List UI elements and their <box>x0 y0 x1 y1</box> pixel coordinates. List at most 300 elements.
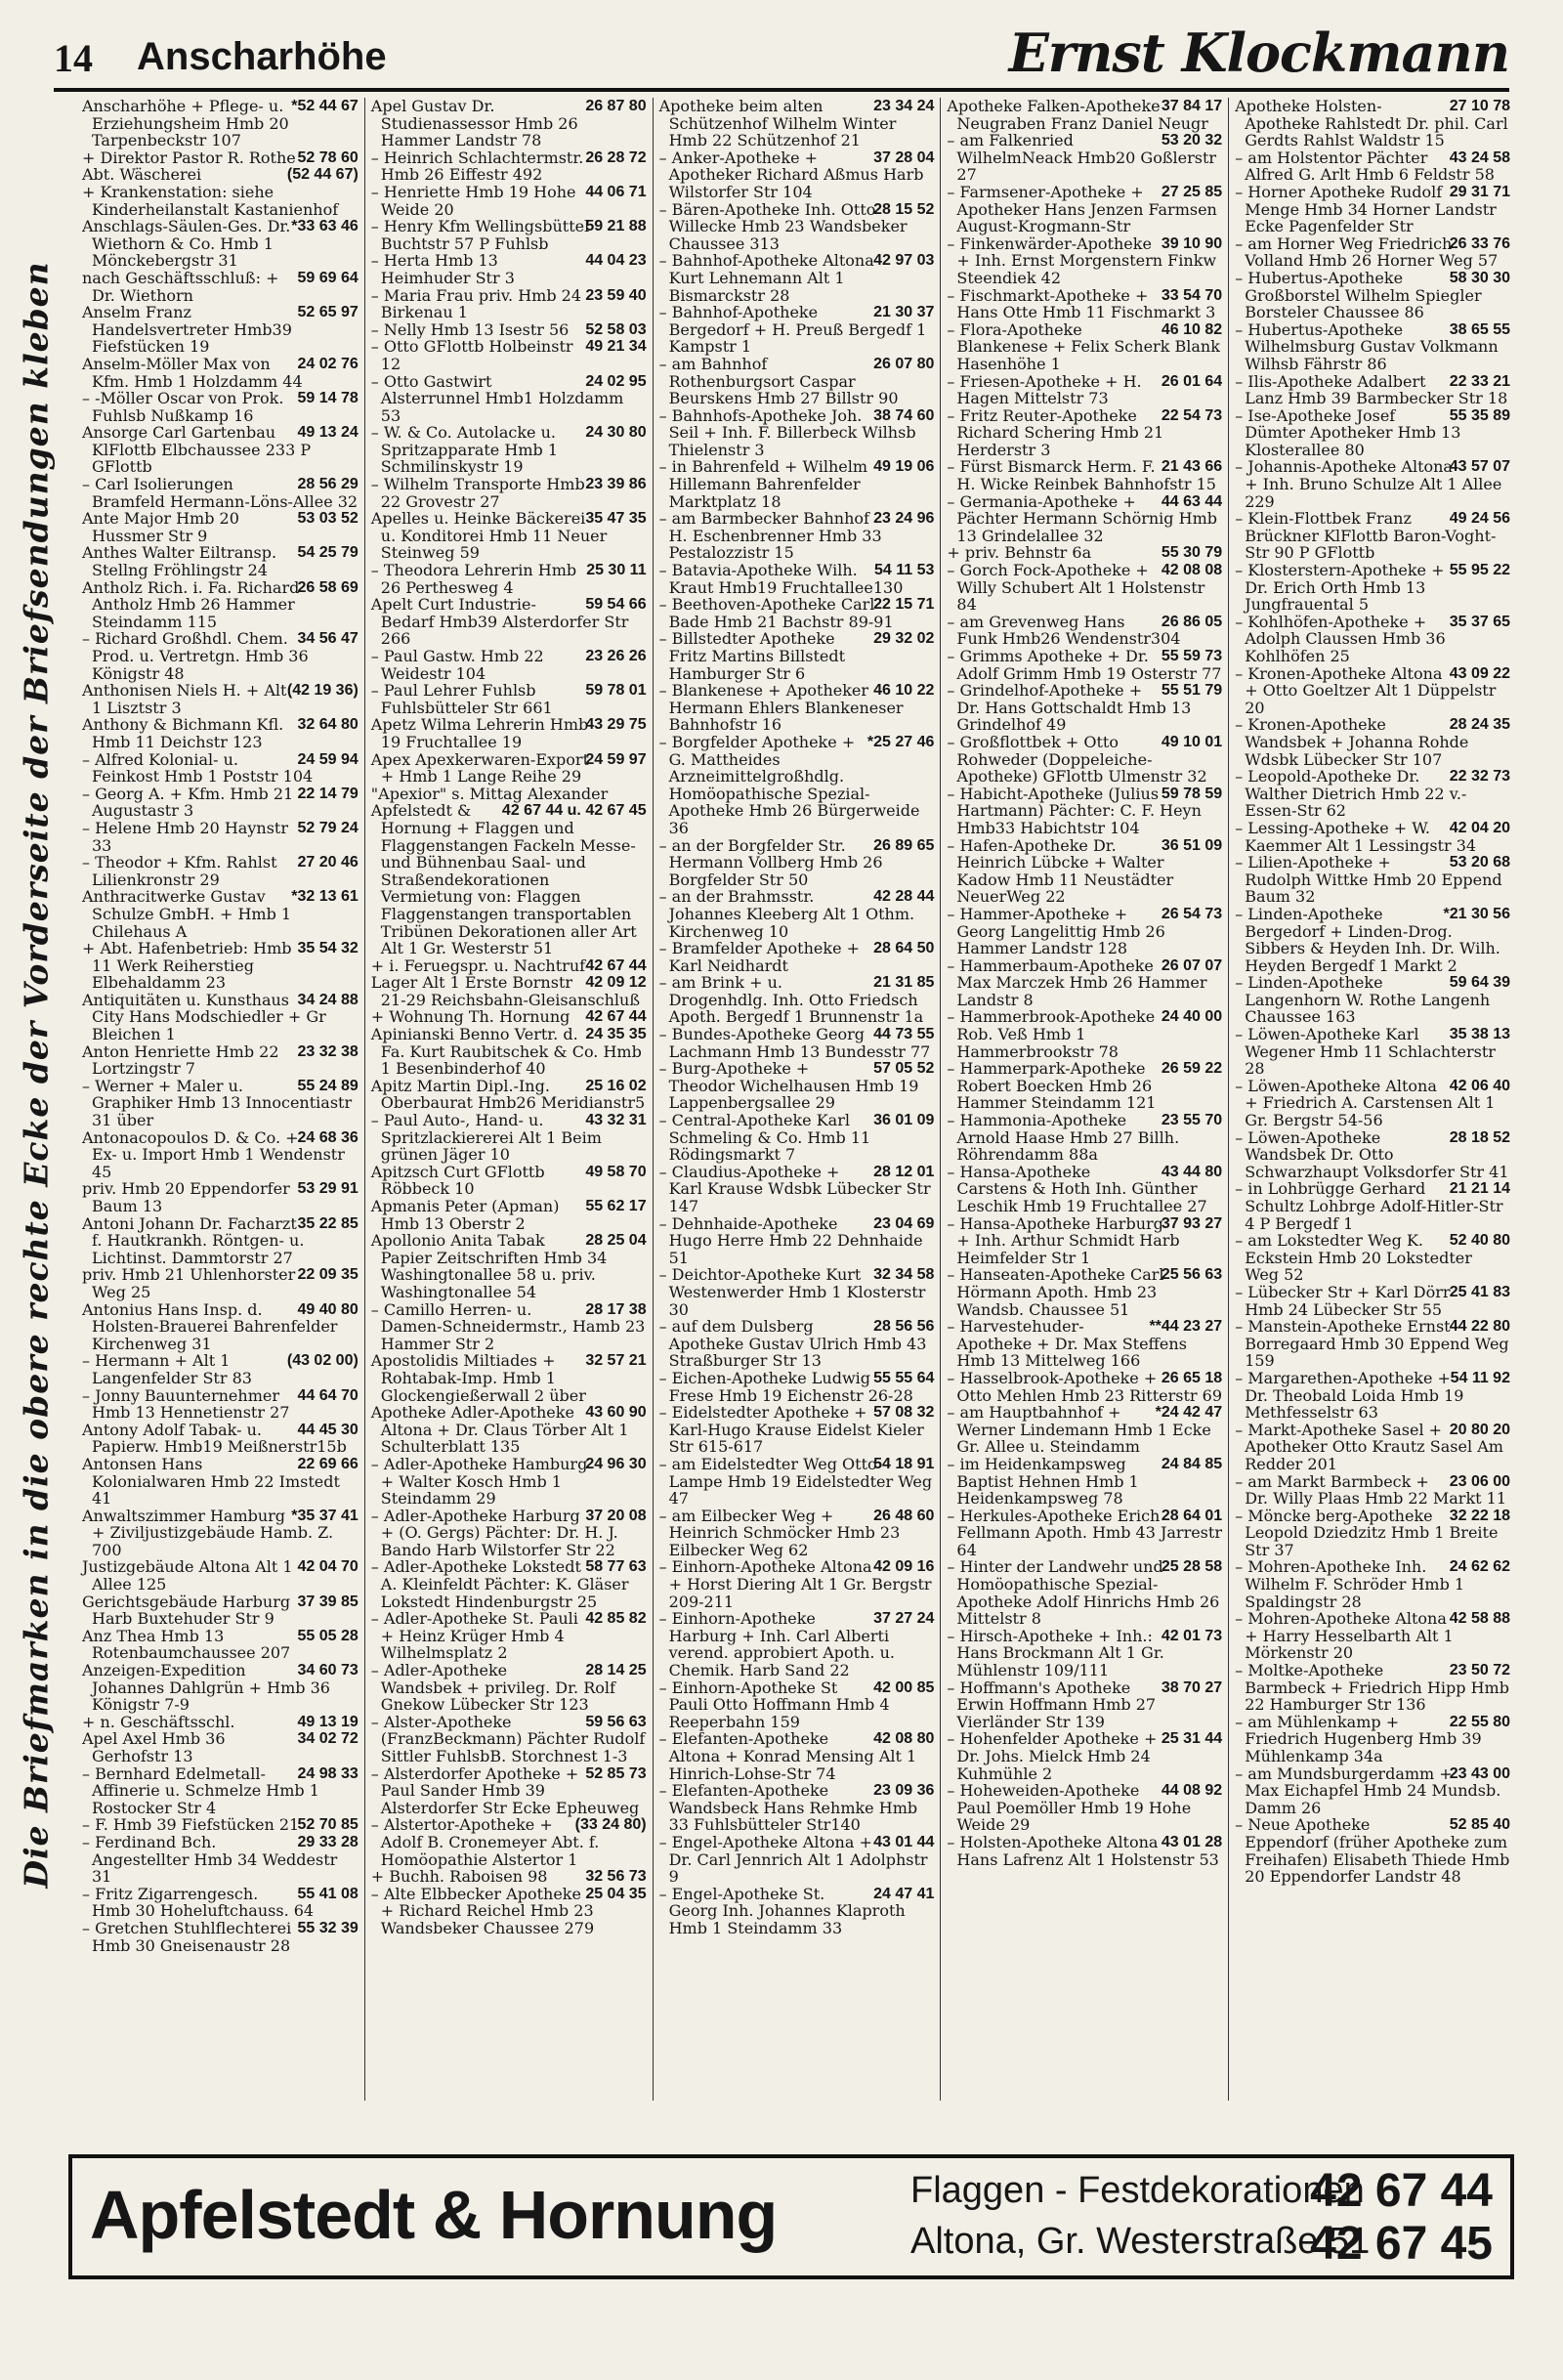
directory-entry <box>947 957 1222 1009</box>
directory-entry <box>82 1765 359 1817</box>
entry-text: – Hoffmann's Apotheke Erwin Hoffmann Hmb 27 Vierländer Str 139 <box>947 1678 1157 1731</box>
directory-entry <box>947 648 1222 682</box>
entry-text: – im Heidenkampsweg Baptist Hehnen Hmb 1 Heidenkampsweg 78 <box>947 1454 1139 1509</box>
directory-entry <box>1235 407 1510 459</box>
entry-text: – Hansa-Apotheke Carstens & Hoth Inh. Günther Leschik Hmb 19 Fruchtallee 27 <box>947 1162 1207 1215</box>
entry-phone: 22 14 79 <box>297 785 359 802</box>
entry-phone: 26 54 73 <box>1161 905 1223 922</box>
entry-text: – Hohenfelder Apotheke + Dr. Johs. Mielck Hmb 24 Kuhmühle 2 <box>947 1729 1158 1783</box>
directory-entry <box>947 682 1222 734</box>
directory-entry <box>947 287 1222 321</box>
entry-phone: 22 55 80 <box>1449 1713 1510 1730</box>
directory-entry <box>947 1834 1222 1868</box>
advertisement-banner <box>68 2154 1514 2279</box>
directory-entry <box>947 1508 1222 1559</box>
directory-entry <box>1235 1180 1510 1232</box>
entry-text: Apelt Curt Industrie-Bedarf Hmb39 Alsterdorfer Str 266 <box>370 595 629 649</box>
entry-phone: 43 24 58 <box>1449 149 1510 166</box>
directory-entry <box>1235 614 1510 665</box>
entry-phone: 24 02 76 <box>297 355 359 372</box>
directory-entry <box>82 1043 359 1078</box>
entry-text: – F. Hmb 39 Fiefstücken 21 <box>82 1815 300 1835</box>
directory-entry <box>82 1078 359 1129</box>
entry-text: – Blankenese + Apotheker Hermann Ehlers Blankeneser Bahnhofstr 16 <box>658 681 904 735</box>
entry-text: – am Falkenried WilhelmNeack Hmb20 Goßlerstr 27 <box>947 131 1217 185</box>
directory-entry <box>659 304 935 356</box>
entry-phone: 58 30 30 <box>1449 269 1510 286</box>
entry-text: – in Bahrenfeld + Wilhelm Hillemann Bahrenfelder Marktplatz 18 <box>658 457 867 511</box>
directory-entry <box>82 149 359 167</box>
entry-phone: 35 37 65 <box>1449 613 1510 630</box>
entry-phone: 52 78 60 <box>297 149 359 166</box>
directory-entry <box>82 544 359 578</box>
directory-entry <box>659 1266 935 1318</box>
entry-text: + i. Feruegspr. u. Nachtruf <box>370 956 586 975</box>
directory-entry <box>371 1352 647 1404</box>
entry-phone: 57 05 52 <box>873 1060 935 1078</box>
directory-entry <box>371 1765 647 1817</box>
entry-phone: 55 35 89 <box>1449 406 1510 424</box>
entry-phone: 35 22 85 <box>297 1214 359 1232</box>
entry-phone: 42 06 40 <box>1449 1077 1510 1094</box>
directory-entry <box>947 407 1222 459</box>
entry-phone: 49 21 34 <box>585 338 647 356</box>
entry-text: – Ilis-Apotheke Adalbert Lanz Hmb 39 Barmbecker Str 18 <box>1235 371 1508 408</box>
entry-text: – Jonny Bauunternehmer Hmb 13 Hennetienstr 27 <box>82 1385 290 1423</box>
directory-entry <box>371 149 647 184</box>
entry-phone: 59 54 66 <box>585 596 647 614</box>
entry-text: – am Brink + u. Drogenhdlg. Inh. Otto Friedsch Apoth. Bergedf 1 Brunnenstr 1a <box>658 973 924 1027</box>
entry-text: Anton Henriette Hmb 22 Lortzingstr 7 <box>82 1041 279 1079</box>
directory-entry <box>82 786 359 820</box>
side-note <box>0 78 73 2071</box>
entry-text: – an der Brahmsstr. Johannes Kleeberg Alt 1 Othm. Kirchenweg 10 <box>658 887 915 941</box>
entry-phone: 58 77 63 <box>585 1558 647 1576</box>
directory-entry <box>82 1662 359 1714</box>
directory-entry <box>947 1060 1222 1112</box>
entry-phone: **44 23 27 <box>1149 1318 1223 1336</box>
entry-text: – Fritz Zigarrengesch. Hmb 30 Hoheluftchauss. 64 <box>82 1884 315 1921</box>
entry-text: – Lessing-Apotheke + W. Kaemmer Alt 1 Lessingstr 34 <box>1235 818 1477 855</box>
entry-phone: 54 25 79 <box>297 544 359 562</box>
entry-phone: 44 45 30 <box>297 1421 359 1438</box>
directory-entry <box>659 940 935 974</box>
entry-phone: 38 74 60 <box>873 406 935 424</box>
directory-entry <box>1235 510 1510 562</box>
entry-phone: 49 58 70 <box>585 1163 647 1180</box>
directory-entry <box>82 1215 359 1267</box>
entry-text: – Anker-Apotheke + Apotheker Richard Aßmus Harb Wilstorfer Str 104 <box>658 148 924 201</box>
entry-phone: 55 55 64 <box>873 1369 935 1386</box>
entry-text: Anscharhöhe + Pflege- u. Erziehungsheim Hmb 20 Tarpenbeckstr 107 <box>82 98 289 150</box>
directory-entry <box>82 716 359 750</box>
entry-text: + Krankenstation: siehe Kinderheilanstalt Kastanienhof <box>82 182 339 219</box>
directory-entry <box>371 476 647 510</box>
directory-entry <box>371 1232 647 1300</box>
directory-entry <box>1235 98 1510 149</box>
directory-entry <box>371 184 647 218</box>
directory-entry <box>947 373 1222 407</box>
directory-entry <box>82 992 359 1043</box>
entry-phone: 32 57 21 <box>585 1352 647 1370</box>
entry-phone: 55 95 22 <box>1449 562 1510 579</box>
entry-text: Anselm-Möller Max von Kfm. Hmb 1 Holzdamm 44 <box>82 354 303 391</box>
directory-entry <box>371 1508 647 1559</box>
entry-text: – Bramfelder Apotheke + Karl Neidhardt <box>658 939 861 975</box>
entry-text: – Billstedter Apotheke Fritz Martins Billstedt Hamburger Str 6 <box>658 629 846 683</box>
directory-columns <box>76 98 1516 2101</box>
entry-text: – Lilien-Apotheke + Rudolph Wittke Hmb 20 Eppend Baum 32 <box>1235 853 1502 907</box>
directory-entry <box>1235 768 1510 820</box>
directory-entry <box>82 854 359 888</box>
entry-text: Antiquitäten u. Kunsthaus City Hans Modschiedler + Gr Bleichen 1 <box>82 990 326 1044</box>
entry-phone: 46 10 82 <box>1161 320 1223 338</box>
entry-phone: 52 85 73 <box>585 1764 647 1782</box>
directory-entry <box>82 1456 359 1508</box>
entry-text: – Klosterstern-Apotheke + Dr. Erich Orth Hmb 13 Jungfrauental 5 <box>1235 561 1445 615</box>
entry-text: – Eichen-Apotheke Ludwig Frese Hmb 19 Eichenstr 26-28 <box>658 1368 913 1405</box>
entry-text: Apotheke beim alten Schützenhof Wilhelm Winter Hmb 22 Schützenhof 21 <box>658 98 897 150</box>
directory-entry <box>82 682 359 716</box>
entry-phone: 37 28 04 <box>873 149 935 166</box>
entry-text: – Leopold-Apotheke Dr. Walther Dietrich Hmb 22 v.-Essen-Str 62 <box>1235 767 1467 821</box>
entry-text: Apel Axel Hmb 36 Gerhofstr 13 <box>82 1729 226 1765</box>
entry-text: – am Hauptbahnhof + Werner Lindemann Hmb 1 Ecke Gr. Allee u. Steindamm <box>947 1403 1211 1457</box>
entry-phone: 42 67 44 <box>585 956 647 974</box>
entry-phone: 24 84 85 <box>1161 1455 1223 1472</box>
directory-entry <box>371 321 647 339</box>
entry-text: – Henriette Hmb 19 Hohe Weide 20 <box>370 182 576 219</box>
entry-phone: 24 30 80 <box>585 424 647 442</box>
entry-phone: 38 70 27 <box>1161 1679 1223 1696</box>
entry-text: Lager Alt 1 Erste Bornstr 21-29 Reichsbahn-Gleisanschluß <box>370 973 641 1009</box>
entry-phone: 23 06 00 <box>1449 1472 1510 1490</box>
entry-text: – Möncke berg-Apotheke Leopold Dziedzitz Hmb 1 Breite Str 37 <box>1235 1506 1499 1559</box>
entry-phone: 55 30 79 <box>1161 544 1223 562</box>
entry-phone: 42 08 08 <box>1161 562 1223 579</box>
directory-entry <box>947 1112 1222 1164</box>
entry-text: – Adler-Apotheke Hamburg + Walter Kosch Hmb 1 Steindamm 29 <box>370 1454 588 1509</box>
directory-entry <box>371 562 647 596</box>
entry-text: priv. Hmb 20 Eppendorfer Baum 13 <box>82 1179 290 1215</box>
directory-entry <box>659 888 935 940</box>
entry-text: Apotheke Adler-Apotheke Altona + Dr. Claus Törber Alt 1 Schulterblatt 135 <box>370 1403 629 1457</box>
entry-text: Anschlags-Säulen-Ges. Dr. Wiethorn & Co. Hmb 1 Mönckebergstr 31 <box>82 217 291 271</box>
entry-text: – Manstein-Apotheke Ernst Borregaard Hmb 30 Eppend Weg 159 <box>1235 1317 1509 1371</box>
directory-entry <box>82 476 359 510</box>
entry-text: – am Eidelstedter Weg Otto Lampe Hmb 19 Eidelstedter Weg 47 <box>658 1454 933 1509</box>
entry-phone: 22 54 73 <box>1161 406 1223 424</box>
directory-entry <box>1235 562 1510 614</box>
entry-phone: 52 40 80 <box>1449 1232 1510 1250</box>
entry-text: – Hansa-Apotheke Harburg + Inh. Arthur Schmidt Harb Heimfelder Str 1 <box>947 1213 1180 1267</box>
entry-text: – am Lokstedter Weg K. Eckstein Hmb 20 Lokstedter Weg 52 <box>1235 1231 1472 1285</box>
entry-phone: 24 40 00 <box>1161 1008 1223 1026</box>
entry-phone: 55 32 39 <box>297 1919 359 1936</box>
entry-text: – Burg-Apotheke + Theodor Wichelhausen Hmb 19 Lappenbergsallee 29 <box>658 1059 919 1113</box>
entry-phone: 26 33 76 <box>1449 234 1510 252</box>
entry-text: – Löwen-Apotheke Altona + Friedrich A. Carstensen Alt 1 Gr. Bergstr 54-56 <box>1235 1076 1496 1130</box>
directory-entry <box>947 1008 1222 1060</box>
entry-phone: 42 01 73 <box>1161 1627 1223 1644</box>
ad-line-2: Altona, Gr. Westerstraße 51 <box>910 2221 1371 2262</box>
directory-entry <box>371 424 647 476</box>
running-head: Anscharhöhe <box>137 35 387 78</box>
entry-phone: *35 37 41 <box>291 1507 359 1524</box>
entry-phone: 59 78 59 <box>1161 785 1223 802</box>
entry-text: – -Möller Oscar von Prok. Fuhlsb Nußkamp 16 <box>82 389 284 425</box>
entry-text: Anz Thea Hmb 13 Rotenbaumchaussee 207 <box>82 1626 291 1663</box>
entry-text: Apotheke Falken-Apotheke Neugraben Franz Daniel Neugr <box>947 98 1208 133</box>
entry-text: – Camillo Herren- u. Damen-Schneidermstr., Hamb 23 Hammer Str 2 <box>370 1299 646 1353</box>
entry-text: – Hanseaten-Apotheke Carl Hörmann Apoth. Hmb 23 Wandsb. Chaussee 51 <box>947 1265 1164 1319</box>
directory-entry <box>82 1834 359 1886</box>
entry-text: – Hoheweiden-Apotheke Paul Poemöller Hmb 19 Hohe Weide 29 <box>947 1781 1192 1835</box>
entry-phone: 32 56 73 <box>585 1868 647 1886</box>
entry-text: – Engel-Apotheke St. Georg Inh. Johannes Klaproth Hmb 1 Steindamm 33 <box>658 1884 906 1937</box>
entry-text: Antholz Rich. i. Fa. Richard Antholz Hmb 26 Hammer Steindamm 115 <box>82 577 300 631</box>
directory-entry <box>947 1318 1222 1370</box>
directory-entry <box>947 235 1222 287</box>
directory-entry <box>659 252 935 304</box>
directory-entry <box>371 252 647 286</box>
directory-entry <box>659 458 935 510</box>
entry-text: – am Horner Weg Friedrich Volland Hmb 26 Horner Weg 57 <box>1235 234 1499 271</box>
entry-text: – Theodora Lehrerin Hmb 26 Perthesweg 4 <box>370 561 577 597</box>
directory-entry <box>82 579 359 631</box>
directory-entry <box>1235 1714 1510 1765</box>
directory-entry <box>947 1456 1222 1508</box>
entry-text: – Alster-Apotheke (FranzBeckmann) Pächter Rudolf Sittler FuhlsbB. Storchnest 1-3 <box>370 1712 646 1765</box>
directory-entry <box>947 1558 1222 1627</box>
directory-entry <box>1235 373 1510 407</box>
entry-phone: 38 65 55 <box>1449 320 1510 338</box>
directory-entry <box>82 888 359 940</box>
directory-entry <box>82 166 359 184</box>
entry-text: – Hubertus-Apotheke Großborstel Wilhelm Spiegler Borsteler Chaussee 86 <box>1235 268 1482 322</box>
entry-text: Justizgebäude Altona Alt 1 Allee 125 <box>82 1557 293 1594</box>
entry-phone: *25 27 46 <box>866 733 935 750</box>
entry-phone: (43 02 00) <box>286 1352 359 1370</box>
directory-entry <box>82 184 359 218</box>
entry-text: – Ise-Apotheke Josef Dümter Apotheker Hmb 13 Klosterallee 80 <box>1235 405 1461 459</box>
entry-phone: 55 62 17 <box>585 1198 647 1214</box>
directory-entry <box>659 356 935 407</box>
entry-phone: 34 56 47 <box>297 630 359 648</box>
entry-text: – Fritz Reuter-Apotheke Richard Schering Hmb 21 Herderstr 3 <box>947 405 1164 459</box>
directory-entry <box>659 1215 935 1267</box>
directory-entry <box>371 786 647 803</box>
directory-entry <box>371 1301 647 1353</box>
entry-phone: 25 31 44 <box>1161 1730 1223 1748</box>
entry-text: Antonsen Hans Kolonialwaren Hmb 22 Imstedt 41 <box>82 1454 340 1509</box>
entry-phone: 28 15 52 <box>873 200 935 218</box>
directory-entry <box>371 1886 647 1937</box>
directory-entry <box>371 1610 647 1662</box>
entry-text: Antoni Johann Dr. Facharzt f. Hautkrankh. Röntgen- u. Lichtinst. Dammtorstr 27 <box>82 1213 305 1267</box>
entry-text: – Engel-Apotheke Altona + Dr. Carl Jennrich Alt 1 Adolphstr 9 <box>658 1832 928 1887</box>
entry-text: – Borgfelder Apotheke + G. Mattheides Arzneimittelgroßhdlg. Homöopathische Spezial-Apotheke Hmb 26 Bürgerweide 36 <box>658 732 920 837</box>
directory-entry <box>1235 235 1510 270</box>
entry-phone: 49 24 56 <box>1449 510 1510 528</box>
entry-phone: 42 09 12 <box>585 974 647 992</box>
entry-phone: 37 27 24 <box>873 1610 935 1628</box>
directory-entry <box>659 1508 935 1559</box>
entry-text: Apfelstedt & Hornung + Flaggen und Flaggenstangen Fackeln Messe- und Bühnenbau Saal- und Straßendekorationen Vermietung von: Flaggen Flaggenstangen transportablen Tribünen Dekorationen aller Art Alt 1 Gr. Westerstr 51 <box>370 801 637 958</box>
entry-phone: 42 28 44 <box>873 888 935 906</box>
entry-text: Ante Major Hmb 20 Hussmer Str 9 <box>82 509 239 545</box>
entry-text: – Deichtor-Apotheke Kurt Westenwerder Hmb 1 Klosterstr 30 <box>658 1265 926 1319</box>
entry-text: – Horner Apotheke Rudolf Menge Hmb 34 Horner Landstr Ecke Pagenfelder Str <box>1235 182 1497 236</box>
entry-text: – Elefanten-Apotheke Wandsbeck Hans Rehmke Hmb 33 Fuhlsbütteler Str140 <box>658 1781 918 1835</box>
entry-text: – Einhorn-Apotheke Harburg + Inh. Carl Alberti verend. approbiert Apoth. u. Chemik. Harb Sand 22 <box>658 1609 895 1680</box>
directory-entry <box>659 1730 935 1782</box>
entry-phone: 54 11 92 <box>1450 1369 1510 1386</box>
directory-entry <box>82 1422 359 1456</box>
entry-text: + Buchh. Raboisen 98 <box>370 1867 548 1887</box>
entry-phone: 27 20 46 <box>297 854 359 871</box>
directory-entry <box>82 1816 359 1834</box>
entry-text: – Bären-Apotheke Inh. Otto Willecke Hmb 23 Wandsbeker Chaussee 313 <box>658 199 908 253</box>
entry-phone: 28 56 29 <box>297 476 359 493</box>
directory-entry <box>659 1834 935 1886</box>
directory-entry <box>371 287 647 321</box>
entry-phone: 37 20 08 <box>585 1507 647 1524</box>
directory-entry <box>82 218 359 270</box>
entry-text: – Herta Hmb 13 Heimhuder Str 3 <box>370 251 515 287</box>
entry-text: – Beethoven-Apotheke Carl Bade Hmb 21 Bachstr 89-91 <box>658 595 894 631</box>
entry-text: Anthonisen Niels H. + Alt 1 Lisztstr 3 <box>82 681 287 717</box>
directory-entry <box>82 1301 359 1353</box>
entry-text: Antonacopoulos D. & Co. + Ex- u. Import Hmb 1 Wendenstr 45 <box>82 1127 345 1181</box>
directory-entry <box>659 682 935 734</box>
directory-entry <box>947 734 1222 786</box>
entry-phone: 55 24 89 <box>297 1077 359 1094</box>
entry-phone: 35 38 13 <box>1449 1026 1510 1043</box>
entry-phone: 59 78 01 <box>585 682 647 700</box>
entry-text: – Bundes-Apotheke Georg Lachmann Hmb 13 Bundesstr 77 <box>658 1025 931 1061</box>
entry-phone: 37 93 27 <box>1161 1214 1223 1232</box>
directory-entry <box>371 1198 647 1232</box>
entry-text: – Mohren-Apotheke Altona + Harry Hesselbarth Alt 1 Mörkenstr 20 <box>1235 1609 1454 1663</box>
entry-text: – Adler-Apotheke Harburg + (O. Gergs) Pächter: Dr. H. J. Bando Harb Wilstorfer Str 22 <box>370 1506 618 1559</box>
entry-text: – Heinrich Schlachtermstr. Hmb 26 Eiffestr 492 <box>370 148 584 185</box>
directory-entry <box>371 1404 647 1456</box>
entry-text: – Bahnhofs-Apotheke Joh. Seil + Inh. F. Billerbeck Wilhsb Thielenstr 3 <box>658 405 916 459</box>
entry-text: – Hammonia-Apotheke Arnold Haase Hmb 27 Billh. Röhrendamm 88a <box>947 1111 1180 1165</box>
entry-text: – Löwen-Apotheke Wandsbek Dr. Otto Schwarzhaupt Volksdorfer Str 41 <box>1235 1127 1509 1181</box>
entry-phone: 43 09 22 <box>1449 664 1510 682</box>
entry-phone: 43 01 28 <box>1161 1833 1223 1850</box>
entry-phone: 36 01 09 <box>873 1112 935 1129</box>
directory-entry <box>947 1215 1222 1267</box>
directory-entry <box>947 786 1222 837</box>
directory-entry <box>1235 1370 1510 1422</box>
entry-phone: 21 30 37 <box>873 304 935 321</box>
directory-entry <box>82 1558 359 1593</box>
entry-text: – Klein-Flottbek Franz Brückner KlFlottb Baron-Voght-Str 90 P GFlottb <box>1235 509 1497 563</box>
entry-phone: 43 57 07 <box>1449 458 1510 476</box>
entry-phone: 26 48 60 <box>873 1507 935 1524</box>
entry-text: – Bahnhof-Apotheke Altona Kurt Lehnemann Alt 1 Bismarckstr 28 <box>658 251 874 305</box>
entry-phone: 49 40 80 <box>297 1300 359 1318</box>
entry-text: – Ferdinand Bch. Angestellter Hmb 34 Weddestr 31 <box>82 1832 338 1887</box>
directory-entry <box>371 1456 647 1508</box>
entry-text: Apinianski Benno Vertr. d. Fa. Kurt Raubitschek & Co. Hmb 1 Besenbinderhof 40 <box>370 1025 642 1079</box>
entry-phone: 25 56 63 <box>1161 1266 1223 1284</box>
directory-entry <box>82 1508 359 1559</box>
entry-phone: *33 63 46 <box>291 218 359 235</box>
directory-entry <box>947 493 1222 545</box>
entry-text: – Otto Gastwirt Alsterrunnel Hmb1 Holzdamm 53 <box>370 371 624 425</box>
directory-entry <box>947 614 1222 648</box>
entry-text: – Hermann + Alt 1 Langenfelder Str 83 <box>82 1351 252 1387</box>
entry-phone: 34 02 72 <box>297 1730 359 1748</box>
entry-phone: 49 19 06 <box>873 458 935 476</box>
entry-text: – Markt-Apotheke Sasel + Apotheker Otto Krautz Sasel Am Redder 201 <box>1235 1420 1503 1473</box>
directory-entry <box>947 544 1222 562</box>
entry-text: "Apexior" s. Mittag Alexander <box>370 784 609 803</box>
directory-entry <box>1235 1026 1510 1078</box>
entry-phone: 59 21 88 <box>585 218 647 235</box>
publisher-logo: Ernst Klockmann <box>1008 21 1509 84</box>
entry-phone: 35 54 32 <box>297 940 359 957</box>
directory-entry <box>659 1318 935 1370</box>
entry-text: – Central-Apotheke Karl Schmeling & Co. Hmb 11 Rödingsmarkt 7 <box>658 1111 871 1165</box>
directory-entry <box>1235 458 1510 510</box>
entry-text: Apmanis Peter (Apman) Hmb 13 Oberstr 2 <box>370 1197 560 1233</box>
entry-phone: 44 06 71 <box>585 183 647 200</box>
entry-phone: 49 13 24 <box>297 424 359 442</box>
entry-phone: 20 80 20 <box>1449 1421 1510 1438</box>
ad-phone-1: 42 67 44 <box>1310 2165 1493 2217</box>
directory-entry <box>82 1714 359 1731</box>
entry-text: + n. Geschäftsschl. <box>82 1712 235 1731</box>
directory-entry <box>659 596 935 630</box>
directory-entry <box>82 1628 359 1662</box>
directory-entry <box>1235 1473 1510 1508</box>
entry-phone: 24 62 62 <box>1449 1558 1510 1576</box>
entry-text: – Großflottbek + Otto Rohweder (Doppeleiche-Apotheke) GFlottb Ulmenstr 32 <box>947 732 1207 786</box>
entry-phone: 21 31 85 <box>873 974 935 992</box>
directory-entry <box>82 1180 359 1214</box>
ad-line-1: Flaggen - Festdekorationen <box>910 2170 1365 2211</box>
entry-text: – am Eilbecker Weg + Heinrich Schmöcker Hmb 23 Eilbecker Weg 62 <box>658 1506 901 1559</box>
directory-entry <box>1235 1318 1510 1370</box>
entry-text: – Eidelstedter Apotheke + Karl-Hugo Krause Eidelst Kieler Str 615-617 <box>658 1403 924 1457</box>
directory-entry <box>1235 716 1510 768</box>
entry-text: – Einhorn-Apotheke Altona + Horst Diering Alt 1 Gr. Bergstr 209-211 <box>658 1557 932 1611</box>
entry-text: – Bahnhof-Apotheke Bergedorf + H. Preuß Bergedf 1 Kampstr 1 <box>658 303 927 357</box>
directory-entry <box>947 837 1222 906</box>
directory-entry <box>371 1714 647 1765</box>
entry-phone: 57 08 32 <box>873 1404 935 1422</box>
entry-text: – Farmsener-Apotheke + Apotheker Hans Jenzen Farmsen August-Krogmann-Str <box>947 182 1217 236</box>
entry-text: Anselm Franz Handelsvertreter Hmb39 Fiefstücken 19 <box>82 303 292 357</box>
entry-text: – Alsterdorfer Apotheke + Paul Sander Hmb 39 Alsterdorfer Str Ecke Epheuweg <box>370 1764 640 1817</box>
entry-text: – am Bahnhof Rothenburgsort Caspar Beurskens Hmb 27 Billstr 90 <box>658 354 899 408</box>
directory-entry <box>659 1886 935 1937</box>
directory-entry <box>659 837 935 889</box>
entry-phone: 28 64 01 <box>1161 1507 1223 1524</box>
column-5 <box>1228 98 1516 2101</box>
entry-phone: 28 64 50 <box>873 940 935 957</box>
directory-entry <box>947 1782 1222 1834</box>
entry-phone: 28 24 35 <box>1449 716 1510 734</box>
entry-phone: 42 85 82 <box>585 1610 647 1628</box>
entry-phone: 24 68 36 <box>297 1128 359 1146</box>
entry-text: Apex Apexkerwaren-Export + Hmb 1 Lange Reihe 29 <box>370 749 589 786</box>
